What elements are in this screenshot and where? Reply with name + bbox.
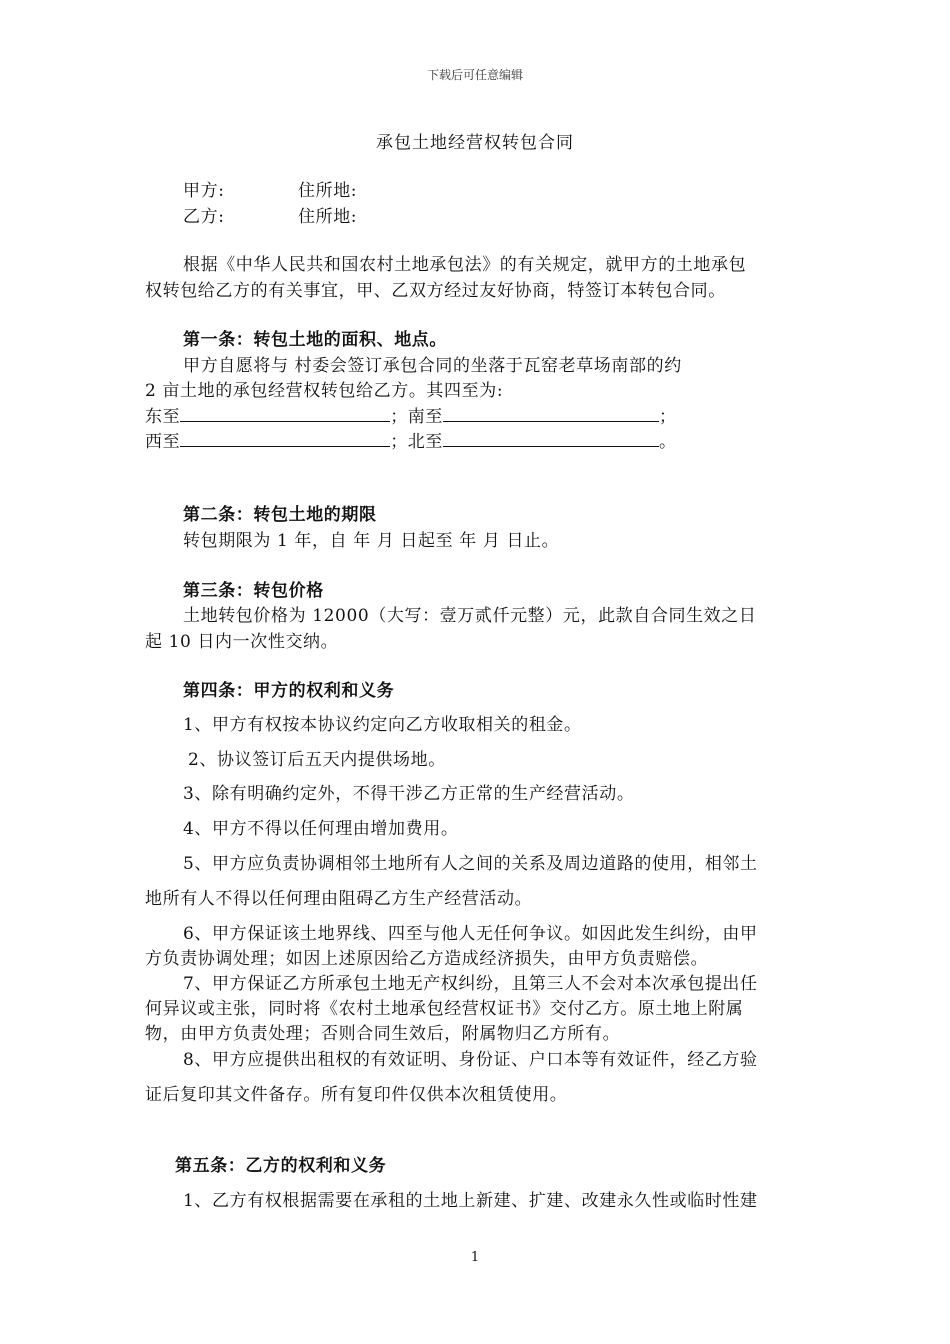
north-boundary-blank (443, 432, 659, 447)
intro-line-1: 根据《中华人民共和国农村土地承包法》的有关规定，就甲方的土地承包 (183, 255, 747, 275)
article-5-heading: 第五条：乙方的权利和义务 (175, 1156, 387, 1176)
article-4-item-3: 3、除有明确约定外，不得干涉乙方正常的生产经营活动。 (183, 784, 635, 804)
article-4-heading: 第四条：甲方的权利和义务 (183, 681, 395, 701)
article-5-item-1: 1、乙方有权根据需要在承租的土地上新建、扩建、改建永久性或临时性建 (183, 1191, 758, 1211)
article-4-item-6-line-2: 方负责协调处理；如因上述原因给乙方造成经济损失，由甲方负责赔偿。 (145, 949, 709, 969)
article-4-item-8-line-2: 证后复印其文件备存。所有复印件仅供本次租赁使用。 (145, 1085, 568, 1105)
document-title: 承包土地经营权转包合同 (376, 133, 574, 153)
article-4-item-7-line-1: 7、甲方保证乙方所承包土地无产权纠纷，且第三人不会对本次承包提出任 (183, 974, 758, 994)
south-boundary-blank (443, 407, 659, 422)
boundary-row-2 (145, 427, 677, 452)
article-4-item-4: 4、甲方不得以任何理由增加费用。 (183, 819, 459, 839)
article-4-item-8-line-1: 8、甲方应提供出租权的有效证明、身份证、户口本等有效证件，经乙方验 (183, 1050, 758, 1070)
article-4-item-1: 1、甲方有权按本协议约定向乙方收取相关的租金。 (183, 715, 582, 735)
row-2-end: 。 (659, 432, 677, 452)
page-number: 1 (470, 1250, 480, 1265)
party-b-label: 乙方: (183, 207, 225, 227)
article-3-line-1: 土地转包价格为 12000（大写：壹万贰仟元整）元，此款自合同生效之日 (183, 606, 757, 626)
east-boundary-label: 东至 (145, 407, 181, 427)
row-1-end: ； (659, 407, 677, 427)
article-4-item-6-line-1: 6、甲方保证该土地界线、四至与他人无任何争议。如因此发生纠纷，由甲 (183, 924, 758, 944)
article-1-line-1: 甲方自愿将与 村委会签订承包合同的坐落于瓦窑老草场南部的约 (183, 356, 682, 376)
article-1-heading: 第一条：转包土地的面积、地点。 (183, 330, 447, 350)
article-4-item-2: 2、协议签订后五天内提供场地。 (188, 750, 446, 770)
north-boundary-label: ；北至 (390, 432, 444, 452)
west-boundary-blank (180, 432, 390, 447)
party-a-label: 甲方: (183, 181, 225, 201)
article-1-line-2: 2 亩土地的承包经营权转包给乙方。其四至为: (145, 381, 504, 401)
intro-line-2: 权转包给乙方的有关事宜，甲、乙双方经过友好协商，特签订本转包合同。 (145, 281, 726, 301)
article-4-item-7-line-2: 何异议或主张，同时将《农村土地承包经营权证书》交付乙方。原土地上附属 (145, 999, 744, 1019)
east-boundary-blank (180, 407, 390, 422)
boundary-row-1 (145, 402, 677, 427)
article-3-line-2: 起 10 日内一次性交纳。 (145, 632, 339, 652)
party-b-address-label: 住所地: (298, 207, 358, 227)
article-2-line: 转包期限为 1 年，自 年 月 日起至 年 月 日止。 (183, 531, 560, 551)
article-3-heading: 第三条：转包价格 (183, 581, 324, 601)
south-boundary-label: ；南至 (390, 407, 444, 427)
article-4-item-7-line-3: 物，由甲方负责处理；否则合同生效后，附属物归乙方所有。 (145, 1024, 621, 1044)
west-boundary-label: 西至 (145, 432, 181, 452)
article-2-heading: 第二条：转包土地的期限 (183, 505, 377, 525)
page-header: 下载后可任意编辑 (426, 68, 523, 82)
article-4-item-5-line-1: 5、甲方应负责协调相邻土地所有人之间的关系及周边道路的使用，相邻土 (183, 854, 758, 874)
article-4-item-5-line-2: 地所有人不得以任何理由阻碍乙方生产经营活动。 (145, 889, 533, 909)
party-a-address-label: 住所地: (298, 181, 358, 201)
